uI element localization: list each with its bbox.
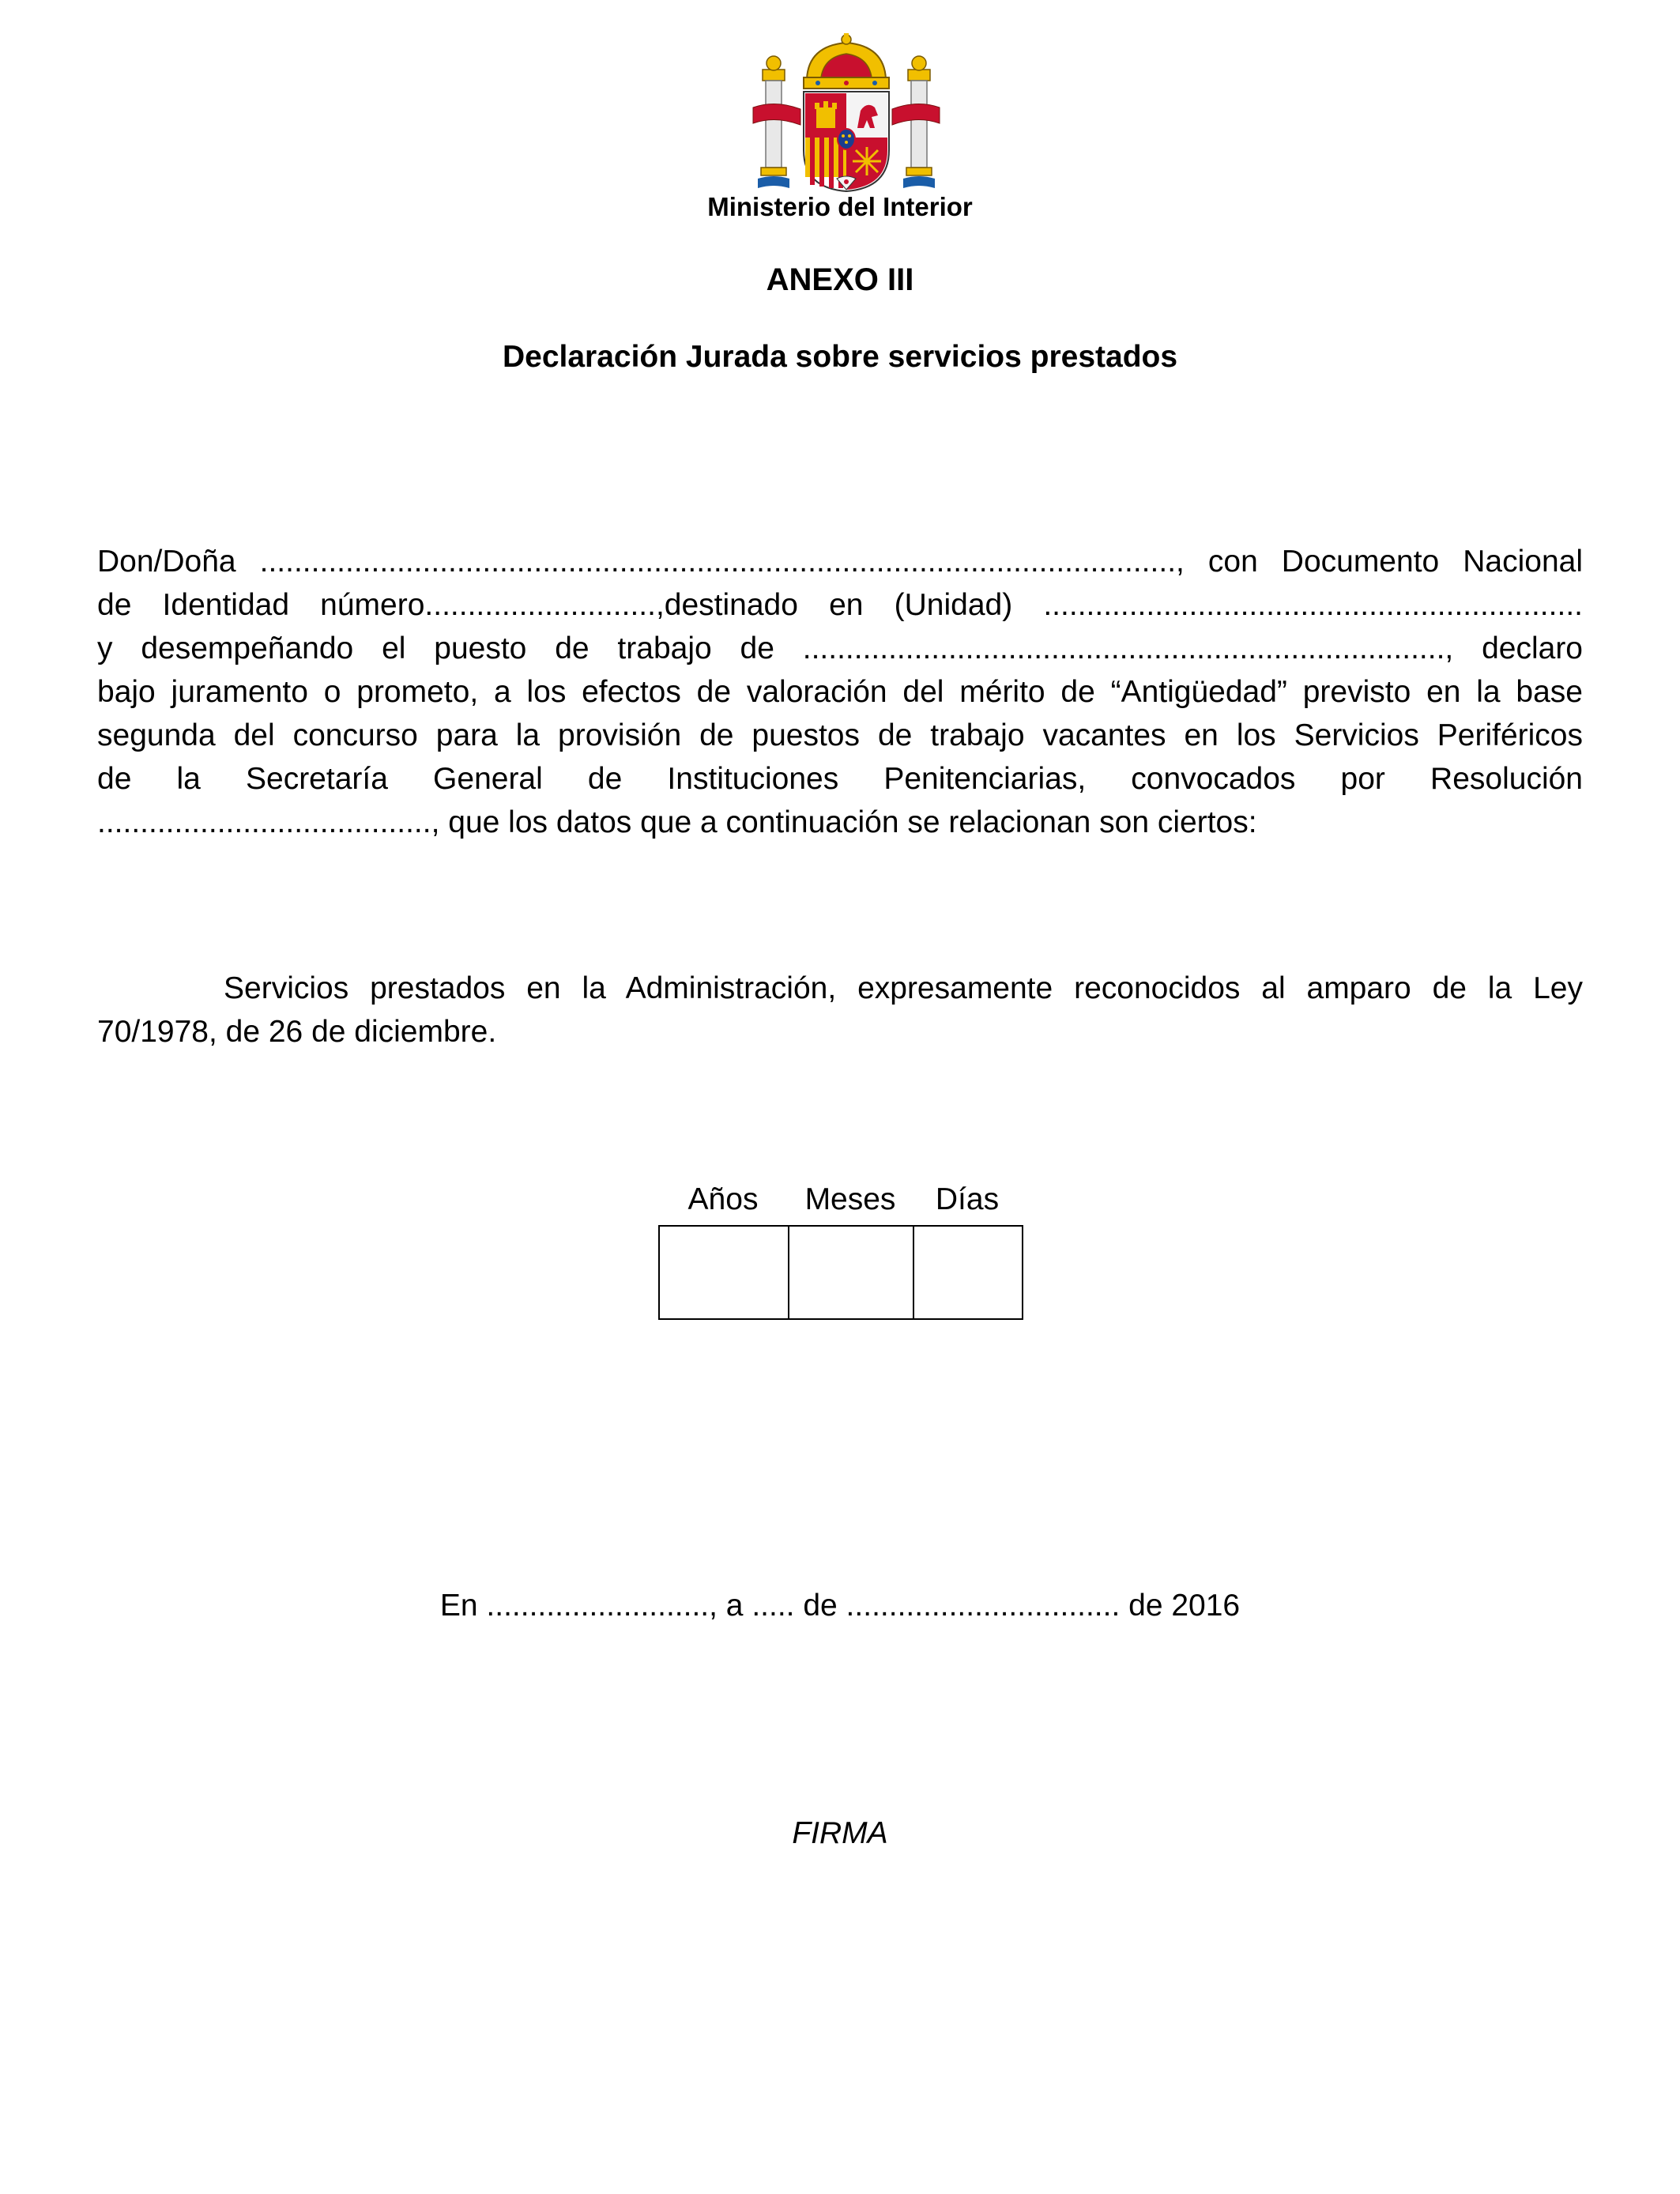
crown-icon	[804, 33, 889, 89]
services-paragraph	[97, 967, 1583, 1054]
shield-icon	[804, 92, 889, 191]
declaration-line: y desempeñando el puesto de trabajo de ..........................................................................., declaro	[97, 631, 1583, 665]
days-box[interactable]	[914, 1227, 1022, 1318]
services-line: 70/1978, de 26 de diciembre.	[97, 1015, 497, 1049]
declaration-line: de Identidad número...........................,destinado en (Unidad) ...............................................................	[97, 588, 1583, 622]
signature-label: FIRMA	[792, 1816, 888, 1850]
table-input-row	[658, 1225, 1023, 1320]
document-title: Declaración Jurada sobre servicios prestados	[502, 340, 1178, 374]
declaration-line: bajo juramento o prometo, a los efectos de valoración del mérito de “Antigüedad” previsto en la base	[97, 675, 1583, 709]
right-pillar-icon	[892, 56, 940, 188]
months-box[interactable]	[789, 1227, 914, 1318]
declaration-paragraph	[97, 540, 1583, 844]
years-box[interactable]	[660, 1227, 789, 1318]
header-months: Meses	[804, 1182, 896, 1216]
declaration-line: Don/Doña ..........................................................................................................., con Documento Nacional	[97, 545, 1583, 579]
declaration-line: ......................................., que los datos que a continuación se relacionan son ciertos:	[97, 805, 1257, 839]
place-date-line: En .........................., a ..... de ................................ de 2016	[439, 1589, 1241, 1623]
ministry-name: Ministerio del Interior	[707, 192, 973, 221]
declaration-line: segunda del concurso para la provisión de puestos de trabajo vacantes en los Servicios Periféricos	[97, 718, 1583, 752]
services-line: Servicios prestados en la Administración, expresamente reconocidos al amparo de la Ley	[224, 971, 1583, 1005]
header-years: Años	[687, 1182, 759, 1216]
header-days: Días	[935, 1182, 1000, 1216]
annex-heading: ANEXO III	[766, 262, 914, 297]
spain-coat-of-arms-icon	[751, 32, 941, 194]
left-pillar-icon	[753, 56, 800, 188]
declaration-line: de la Secretaría General de Instituciones Penitenciarias, convocados por Resolución	[97, 762, 1583, 796]
